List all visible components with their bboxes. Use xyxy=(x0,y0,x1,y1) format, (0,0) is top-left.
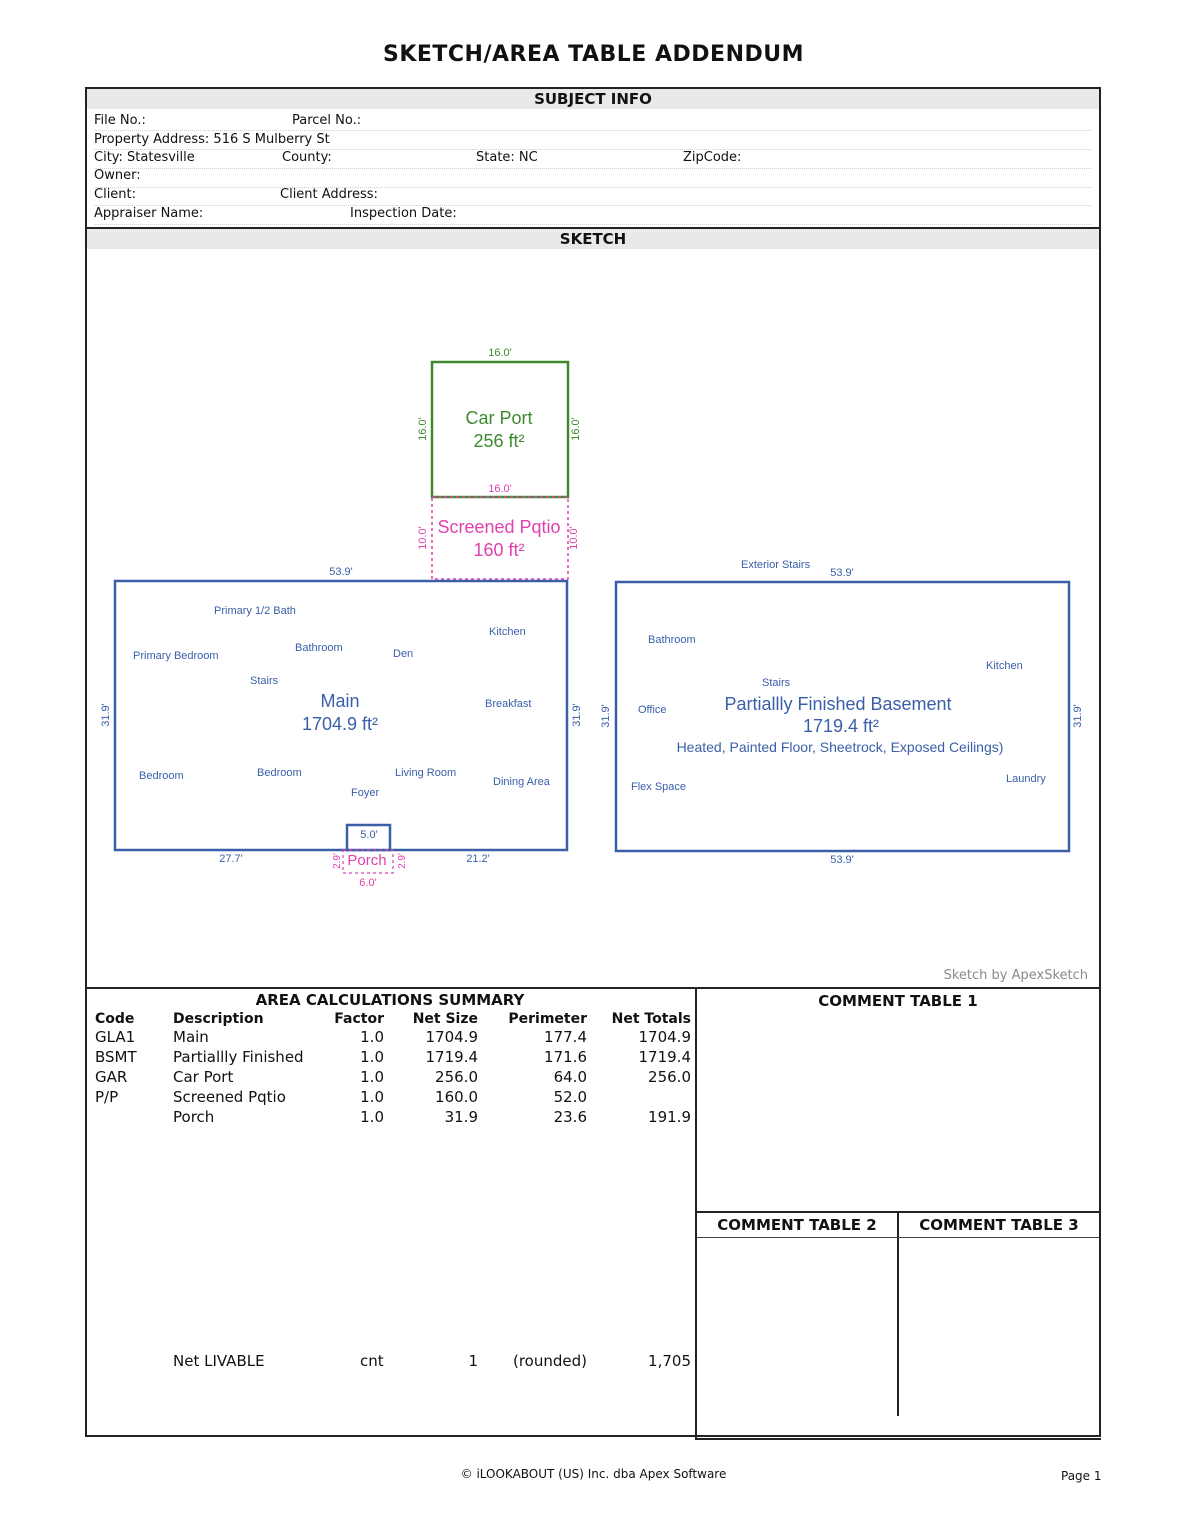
appraiser-label: Appraiser Name: xyxy=(94,206,204,221)
col-net-totals: Net Totals xyxy=(611,1011,691,1027)
room-label: Kitchen xyxy=(489,626,526,638)
porch-name: Porch xyxy=(347,852,387,869)
carport-dim-right: 16.0' xyxy=(570,417,582,441)
row-description: Partiallly Finished xyxy=(173,1048,304,1066)
row-perimeter: 23.6 xyxy=(553,1108,587,1126)
county-label: County: xyxy=(282,150,332,165)
main-dim-right: 31.9' xyxy=(571,703,583,727)
basement-note: Heated, Painted Floor, Sheetrock, Exposed Ceilings) xyxy=(676,739,1004,755)
divider xyxy=(695,1438,1101,1440)
carport-dim-bottom: 16.0' xyxy=(488,483,512,495)
divider xyxy=(697,1237,1099,1238)
row-net-size: 1704.9 xyxy=(425,1028,478,1046)
net-livable-rounded: (rounded) xyxy=(512,1352,587,1370)
row-net-size: 160.0 xyxy=(435,1088,478,1106)
porch-dim-top: 5.0' xyxy=(360,829,378,841)
row-description: Screened Pqtio xyxy=(173,1088,286,1106)
row-net-size: 256.0 xyxy=(435,1068,478,1086)
row-perimeter: 171.6 xyxy=(544,1048,587,1066)
room-label: Kitchen xyxy=(986,660,1023,672)
main-dim-bottom-right: 21.2' xyxy=(466,853,490,865)
net-livable-total: 1,705 xyxy=(648,1352,691,1370)
row-description: Porch xyxy=(173,1108,215,1126)
page-title: SKETCH/AREA TABLE ADDENDUM xyxy=(382,42,804,67)
row-factor: 1.0 xyxy=(360,1068,384,1086)
carport-dim-left: 16.0' xyxy=(417,417,429,441)
net-livable-label: Net LIVABLE xyxy=(173,1352,265,1370)
area-calc-heading: AREA CALCULATIONS SUMMARY xyxy=(255,991,525,1009)
room-label: Primary Bedroom xyxy=(133,650,219,662)
col-description: Description xyxy=(173,1011,264,1027)
state: State: NC xyxy=(476,150,538,165)
inspection-label: Inspection Date: xyxy=(350,206,457,221)
row-factor: 1.0 xyxy=(360,1028,384,1046)
comment-table-1-heading: COMMENT TABLE 1 xyxy=(818,992,978,1010)
row-code: GLA1 xyxy=(95,1028,136,1046)
porch-dim-bottom: 6.0' xyxy=(359,877,377,889)
carport-dim-top: 16.0' xyxy=(488,347,512,359)
row-perimeter: 52.0 xyxy=(553,1088,587,1106)
basement-area: 1719.4 ft² xyxy=(802,716,880,736)
room-label: Breakfast xyxy=(485,698,532,710)
row-net-total: 191.9 xyxy=(648,1108,691,1126)
row-factor: 1.0 xyxy=(360,1048,384,1066)
floor-plan-sketch xyxy=(87,251,1099,986)
copyright: © iLOOKABOUT (US) Inc. dba Apex Software xyxy=(460,1467,727,1481)
city: City: Statesville xyxy=(94,150,195,165)
basement-dim-right: 31.9' xyxy=(1072,704,1084,728)
comment-table-3-heading: COMMENT TABLE 3 xyxy=(919,1216,1079,1234)
main-area: 1704.9 ft² xyxy=(301,714,379,734)
main-dim-left: 31.9' xyxy=(100,703,112,727)
row-factor: 1.0 xyxy=(360,1108,384,1126)
parcel-no-label: Parcel No.: xyxy=(292,113,362,128)
exterior-stairs-label: Exterior Stairs xyxy=(741,559,811,571)
room-label: Office xyxy=(638,704,667,716)
porch-dim-left: 2.9' xyxy=(332,853,343,869)
room-label: Stairs xyxy=(762,677,791,689)
room-label: Living Room xyxy=(395,767,457,779)
carport-outline xyxy=(432,362,568,497)
row-net-total: 1719.4 xyxy=(638,1048,691,1066)
row-description: Main xyxy=(173,1028,209,1046)
col-perimeter: Perimeter xyxy=(508,1011,587,1027)
main-dim-bottom-left: 27.7' xyxy=(219,853,243,865)
comment-table-2-heading: COMMENT TABLE 2 xyxy=(717,1216,877,1234)
room-label: Bathroom xyxy=(648,634,696,646)
subject-info-heading: SUBJECT INFO xyxy=(87,89,1099,109)
row-net-total: 1704.9 xyxy=(638,1028,691,1046)
patio-name: Screened Pqtio xyxy=(437,517,561,537)
basement-dim-top: 53.9' xyxy=(830,567,854,579)
patio-outline xyxy=(432,497,568,579)
room-label: Dining Area xyxy=(493,776,550,788)
row-factor: 1.0 xyxy=(360,1088,384,1106)
basement-dim-left: 31.9' xyxy=(600,704,612,728)
row-code: GAR xyxy=(95,1068,128,1086)
divider xyxy=(85,987,1101,989)
room-label: Bedroom xyxy=(139,770,184,782)
main-dim-top: 53.9' xyxy=(329,566,353,578)
owner-label: Owner: xyxy=(94,168,141,183)
patio-dim-right: 10.0' xyxy=(568,526,580,550)
row-net-size: 31.9 xyxy=(444,1108,478,1126)
zipcode-label: ZipCode: xyxy=(683,150,742,165)
basement-dim-bottom: 53.9' xyxy=(830,854,854,866)
room-label: Den xyxy=(393,648,414,660)
property-address: Property Address: 516 S Mulberry St xyxy=(94,132,330,147)
col-code: Code xyxy=(95,1011,135,1027)
room-label: Flex Space xyxy=(631,781,687,793)
room-label: Bedroom xyxy=(257,767,302,779)
col-factor: Factor xyxy=(334,1011,384,1027)
room-label: Bathroom xyxy=(295,642,343,654)
room-label: Stairs xyxy=(250,675,279,687)
basement-name: Partiallly Finished Basement xyxy=(724,694,952,714)
client-label: Client: xyxy=(94,187,137,202)
net-livable-cnt: cnt xyxy=(360,1352,384,1370)
client-address-label: Client Address: xyxy=(280,187,378,202)
porch-dim-right: 2.9' xyxy=(397,853,408,869)
row-code: BSMT xyxy=(95,1048,137,1066)
row-net-size: 1719.4 xyxy=(425,1048,478,1066)
patio-dim-left: 10.0' xyxy=(417,526,429,550)
divider xyxy=(695,988,697,1440)
divider xyxy=(897,1212,899,1416)
file-no-label: File No.: xyxy=(94,113,146,128)
row-code: P/P xyxy=(95,1088,119,1106)
patio-area: 160 ft² xyxy=(473,540,525,560)
sketch-heading: SKETCH xyxy=(87,229,1099,249)
row-description: Car Port xyxy=(173,1068,234,1086)
carport-name: Car Port xyxy=(465,408,533,428)
row-perimeter: 177.4 xyxy=(544,1028,587,1046)
sketch-credit: Sketch by ApexSketch xyxy=(943,968,1088,983)
main-name: Main xyxy=(320,691,360,711)
room-label: Primary 1/2 Bath xyxy=(214,605,296,617)
room-label: Foyer xyxy=(351,787,380,799)
room-label: Laundry xyxy=(1006,773,1046,785)
row-net-total: 256.0 xyxy=(648,1068,691,1086)
page-number: Page 1 xyxy=(1061,1469,1102,1483)
col-net-size: Net Size xyxy=(412,1011,478,1027)
row-perimeter: 64.0 xyxy=(553,1068,587,1086)
net-livable-count: 1 xyxy=(468,1352,478,1370)
subject-info-block xyxy=(87,110,1099,226)
carport-area: 256 ft² xyxy=(473,431,525,451)
